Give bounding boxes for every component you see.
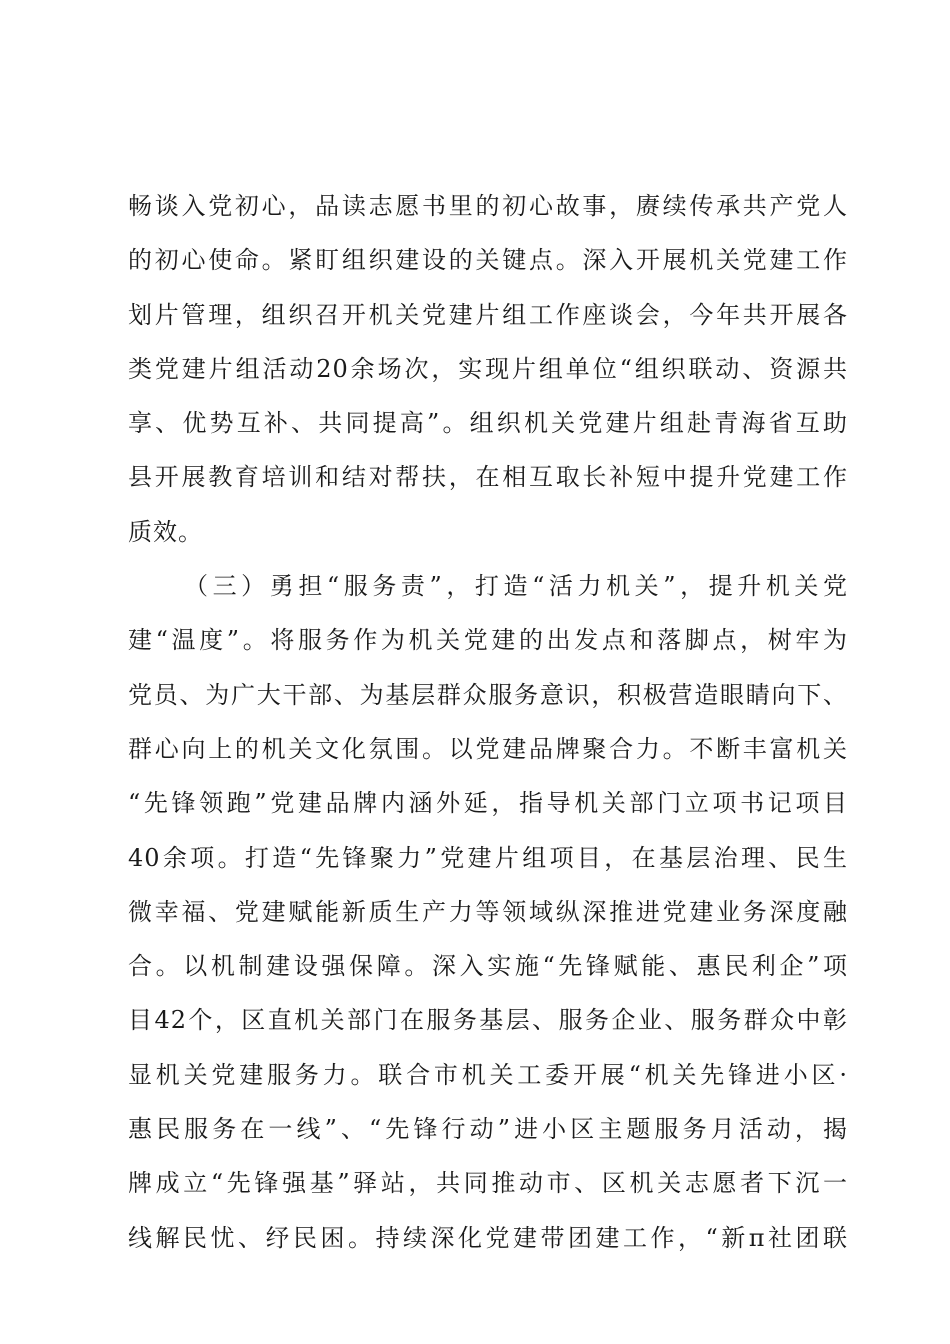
text-line: 建“温度”。将服务作为机关党建的出发点和落脚点，树牢为 <box>128 626 848 655</box>
text-line: 质效。 <box>128 517 203 546</box>
section-heading-line: （三）勇担“服务责”，打造“活力机关”，提升机关党 <box>184 572 848 601</box>
text-line: 微幸福、党建赋能新质生产力等领域纵深推进党建业务深度融 <box>128 897 848 926</box>
text-line: 惠民服务在一线”、“先锋行动”进小区主题服务月活动，揭 <box>128 1115 848 1144</box>
text-line: “先锋领跑”党建品牌内涵外延，指导机关部门立项书记项目 <box>128 789 848 818</box>
body-text <box>128 179 848 1265</box>
text-line: 群心向上的机关文化氛围。以党建品牌聚合力。不断丰富机关 <box>128 734 848 763</box>
text-line: 享、优势互补、共同提高”。组织机关党建片组赴青海省互助 <box>128 409 848 438</box>
text-line: 40余项。打造“先锋聚力”党建片组项目，在基层治理、民生 <box>128 843 848 872</box>
text-line: 合。以机制建设强保障。深入实施“先锋赋能、惠民利企”项 <box>128 952 848 981</box>
text-line: 畅谈入党初心，品读志愿书里的初心故事，赓续传承共产党人 <box>128 192 848 220</box>
text-line: 类党建片组活动20余场次，实现片组单位“组织联动、资源共 <box>128 354 848 383</box>
text-line: 线解民忧、纾民困。持续深化党建带团建工作，“新π社团联 <box>128 1223 848 1252</box>
text-line: 的初心使命。紧盯组织建设的关键点。深入开展机关党建工作 <box>128 246 848 275</box>
text-line: 划片管理，组织召开机关党建片组工作座谈会，今年共开展各 <box>128 300 848 329</box>
text-line: 显机关党建服务力。联合市机关工委开展“机关先锋进小区· <box>128 1060 848 1089</box>
text-line: 县开展教育培训和结对帮扶，在相互取长补短中提升党建工作 <box>128 463 848 492</box>
text-line: 党员、为广大干部、为基层群众服务意识，积极营造眼睛向下、 <box>128 680 848 709</box>
text-line: 牌成立“先锋强基”驿站，共同推动市、区机关志愿者下沉一 <box>128 1169 848 1198</box>
text-line: 目42个，区直机关部门在服务基层、服务企业、服务群众中彰 <box>128 1006 848 1035</box>
